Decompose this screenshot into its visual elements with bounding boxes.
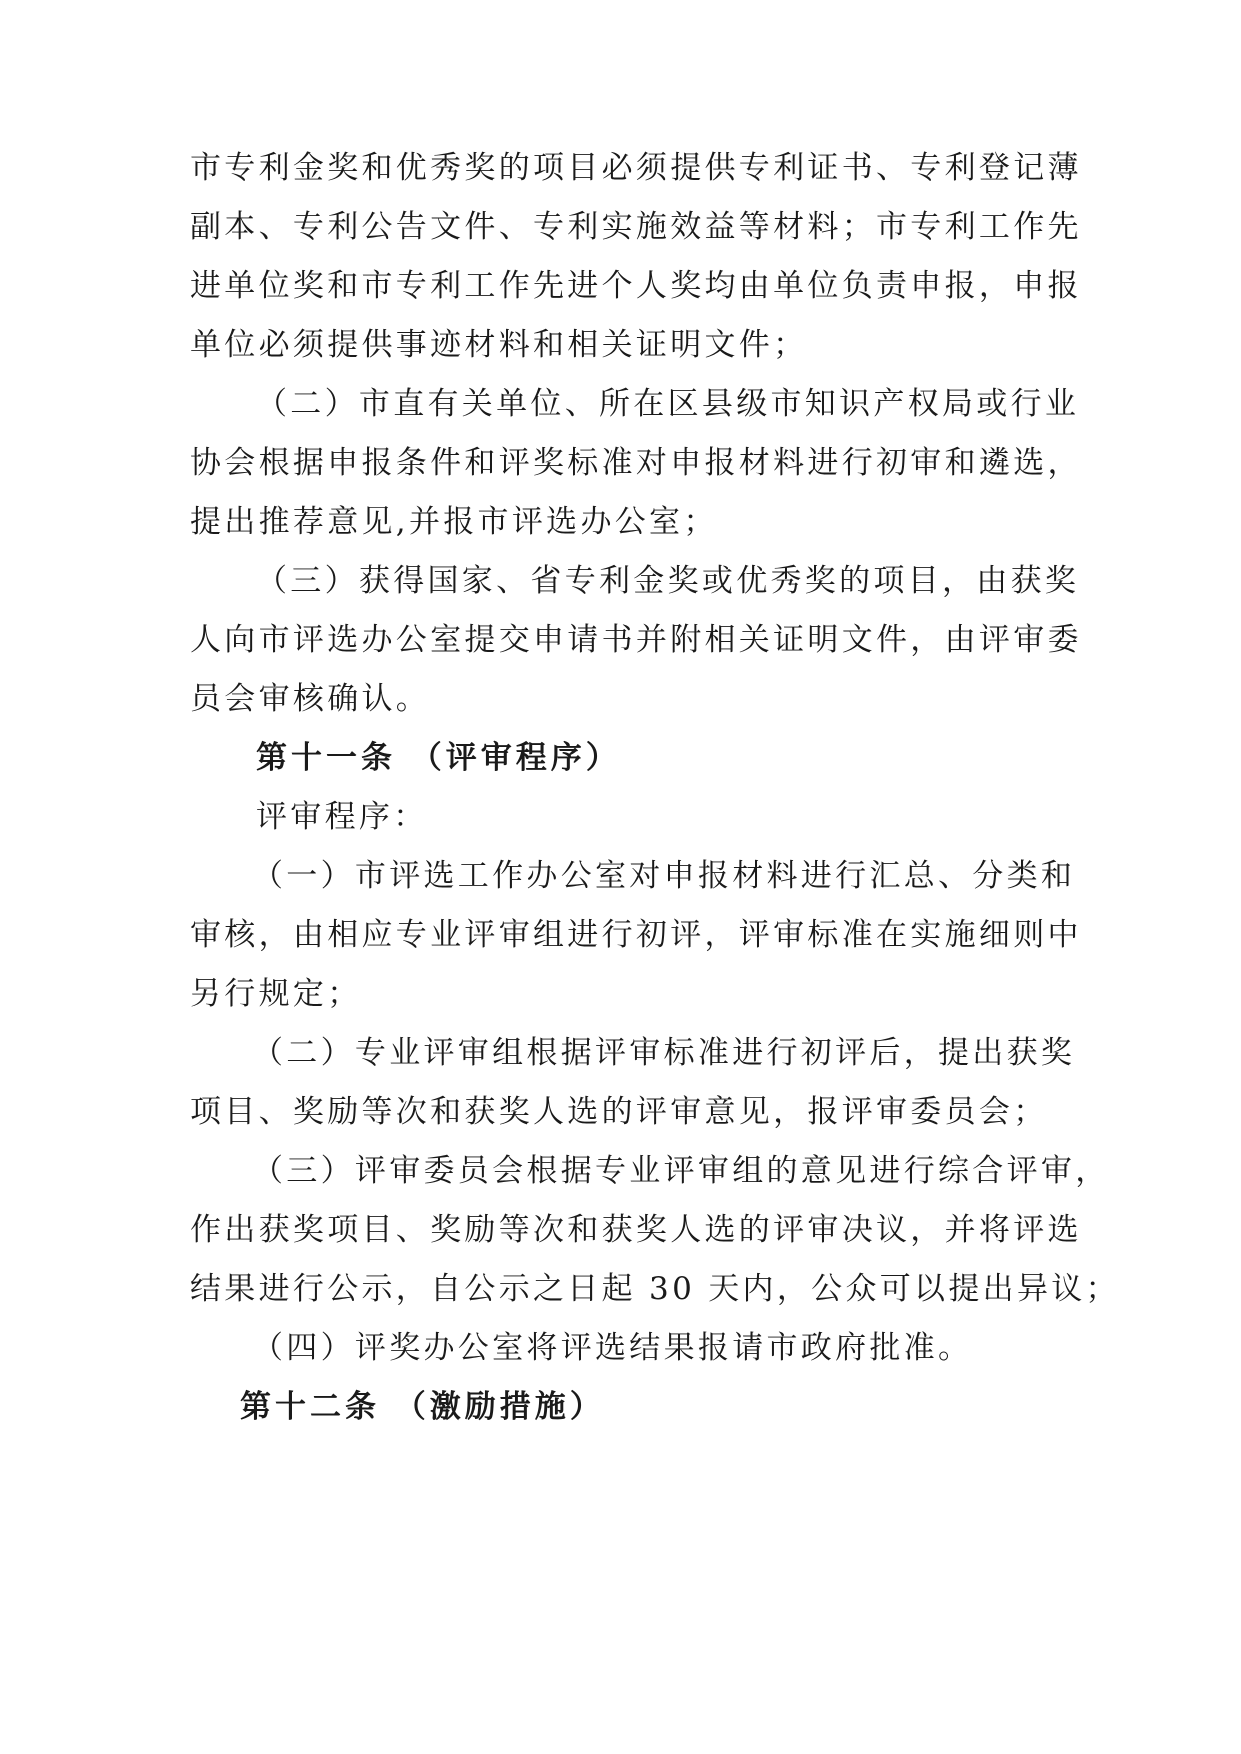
body-text-line: 进单位奖和市专利工作先进个人奖均由单位负责申报，申报 <box>190 268 1082 304</box>
body-text-line: 结果进行公示，自公示之日起 30 天内，公众可以提出异议； <box>190 1271 1120 1307</box>
body-text-line: 作出获奖项目、奖励等次和获奖人选的评审决议，并将评选 <box>190 1212 1082 1248</box>
body-text-line: 协会根据申报条件和评奖标准对申报材料进行初审和遴选， <box>190 445 1082 481</box>
body-text-line: 评审程序： <box>256 799 428 835</box>
clause-two-line: （二）市直有关单位、所在区县级市知识产权局或行业 <box>256 386 1080 422</box>
body-text-line: 项目、奖励等次和获奖人选的评审意见，报评审委员会； <box>190 1094 1048 1130</box>
procedure-three-line: （三）评审委员会根据专业评审组的意见进行综合评审， <box>252 1153 1110 1189</box>
body-text-line: 提出推荐意见,并报市评选办公室； <box>190 504 718 540</box>
body-text-line: 员会审核确认。 <box>190 681 431 717</box>
procedure-four-line: （四）评奖办公室将评选结果报请市政府批准。 <box>252 1330 973 1366</box>
article-eleven-heading: 第十一条 （评审程序） <box>256 740 621 776</box>
article-twelve-heading: 第十二条 （激励措施） <box>240 1389 605 1425</box>
body-text-line: 另行规定； <box>190 976 362 1012</box>
body-text-line: 审核，由相应专业评审组进行初评，评审标准在实施细则中 <box>190 917 1082 953</box>
body-text-line: 人向市评选办公室提交申请书并附相关证明文件，由评审委 <box>190 622 1082 658</box>
clause-three-line: （三）获得国家、省专利金奖或优秀奖的项目，由获奖 <box>256 563 1080 599</box>
procedure-two-line: （二）专业评审组根据评审标准进行初评后，提出获奖 <box>252 1035 1076 1071</box>
body-text-line: 单位必须提供事迹材料和相关证明文件； <box>190 327 808 363</box>
procedure-one-line: （一）市评选工作办公室对申报材料进行汇总、分类和 <box>252 858 1076 894</box>
body-text-line: 副本、专利公告文件、专利实施效益等材料；市专利工作先 <box>190 209 1082 245</box>
body-text-line: 市专利金奖和优秀奖的项目必须提供专利证书、专利登记薄 <box>190 150 1082 186</box>
